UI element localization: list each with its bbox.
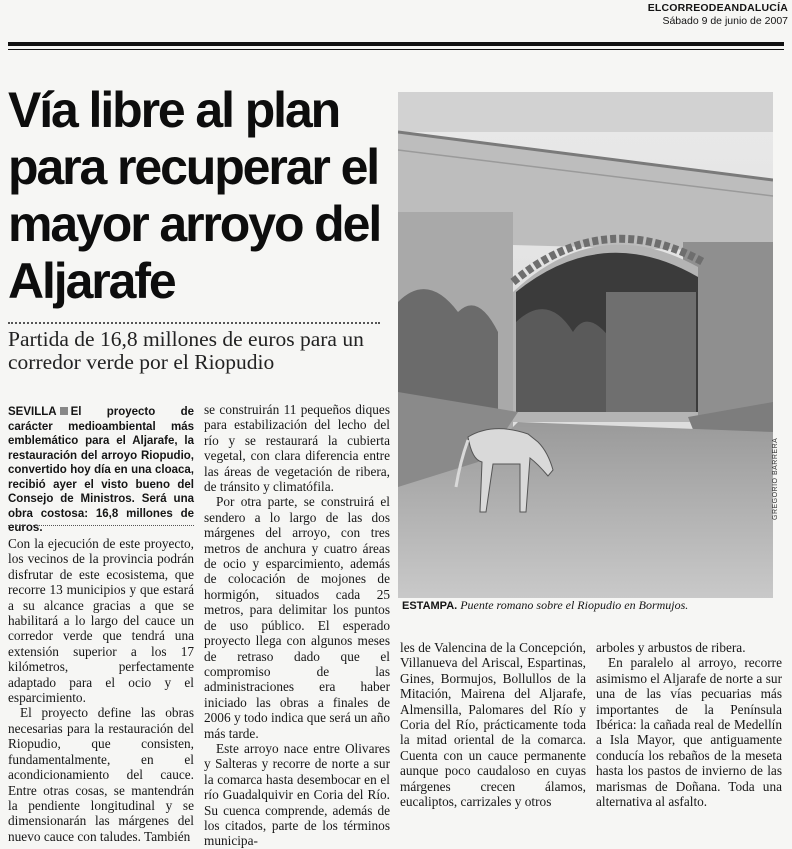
body-paragraph: arboles y arbustos de ribera.: [596, 640, 746, 655]
subhead-rule: [8, 322, 380, 324]
body-paragraph: les de Valencina de la Concepción, Villanueva del Ariscal, Espartinas, Gines, Bormujos, Bollullos de la Mitación, Mairena del Aljarafe, Almensilla, Palomares del Río y Coria del Río, prácticamente toda la mitad oriental de la comarca. Cuenta con un cauce permanente aunque poco caudaloso en cuyas márgenes crecen álamos, eucaliptos, carrizales y otros: [400, 640, 586, 810]
lead-paragraph: [8, 405, 194, 536]
photo-banner: [398, 92, 773, 132]
masthead-rule: [8, 42, 784, 46]
body-paragraph: se construirán 11 pequeños diques para estabilización del lecho del río y se restaurará la cubierta vegetal, con clara diferencia entre las áreas de vegetación de ribera, de tránsito y climatófila.: [204, 402, 390, 495]
dateline-city: SEVILLA: [8, 406, 57, 418]
body-paragraph: El proyecto define las obras necesarias para la restauración del Riopudio, que consisten, fundamentalmente, en el acondicionamiento del cauce. Entre otras cosas, se mantendrán la pendiente longitudinal y se dimensionarán las márgenes del nuevo cauce con taludes. También: [8, 705, 194, 844]
lead-rule: [8, 525, 194, 526]
body-paragraph: Este arroyo nace entre Olivares y Salteras y recorre de norte a sur la comarca hasta desembocar en el río Guadalquivir en Coria del Río. Su cuenca comprende, además de los citados, parte de los términos municipa-: [204, 740, 390, 849]
masthead-rule-thin: [8, 49, 784, 50]
body-column-1: [8, 536, 194, 844]
caption-text: Puente romano sobre el Riopudio en Bormujos.: [460, 598, 689, 612]
photo-credit: GREGORIO BARRERA: [772, 437, 779, 520]
masthead: [610, 2, 788, 27]
dateline-square-icon: [60, 407, 68, 415]
caption-label: ESTAMPA.: [402, 600, 458, 612]
body-column-4: [596, 640, 782, 809]
news-photo: [398, 92, 773, 598]
subheadline: Partida de 16,8 millones de euros para un corredor verde por el Riopudio: [8, 327, 364, 374]
publication-date: Sábado 9 de junio de 2007: [662, 15, 788, 27]
body-paragraph: En paralelo al arroyo, recorre asimismo el Aljarafe de norte a sur una de las vías pecuarias más importantes de la Península Ibérica: la cañada real de Medellín a Isla Mayor, que antiguamente conducía los rebaños de la meseta hasta los pastos de invierno de las marismas de Doñana. Toda una alternativa al asfalto.: [596, 655, 782, 810]
body-paragraph: Con la ejecución de este proyecto, los vecinos de la provincia podrán disfrutar de este ecosistema, que recorre 13 municipios y que estará a su alcance gracias a que se habilitará a lo largo del cauce un corredor verde que tendrá una extensión superior a los 17 kilómetros, perfectamente adaptado para el ocio y el esparcimiento.: [8, 536, 194, 706]
publication-name: ELCORREODEANDALUCÍA: [647, 2, 788, 14]
body-paragraph: Por otra parte, se construirá el sendero a lo largo de las dos márgenes del arroyo, con tres metros de anchura y cuatro áreas de ocio y esparcimiento, además de colocación de mojones de hormigón, situados cada 25 metros, para delimitar los puntos de uso público. El esperado proyecto llega con algunos meses de retraso dado que el compromiso de las administraciones era haber iniciado las obras a finales de 2006 y todo indica que será un año más tarde.: [204, 494, 390, 741]
lead-text: El proyecto de carácter medioambiental más emblemático para el Aljarafe, la restauración del arroyo Riopudio, convertido hoy día en una cloaca, recibió ayer el visto bueno del Consejo de Ministros. Será una obra costosa: 16,8 millones de euros.: [8, 406, 194, 534]
body-column-2: [204, 402, 390, 849]
headline: Vía libre al plan para recuperar el mayor arroyo del Aljarafe: [8, 82, 381, 309]
body-column-3: [400, 640, 586, 809]
inner-pier: [606, 292, 696, 412]
photo-caption: [402, 598, 782, 613]
